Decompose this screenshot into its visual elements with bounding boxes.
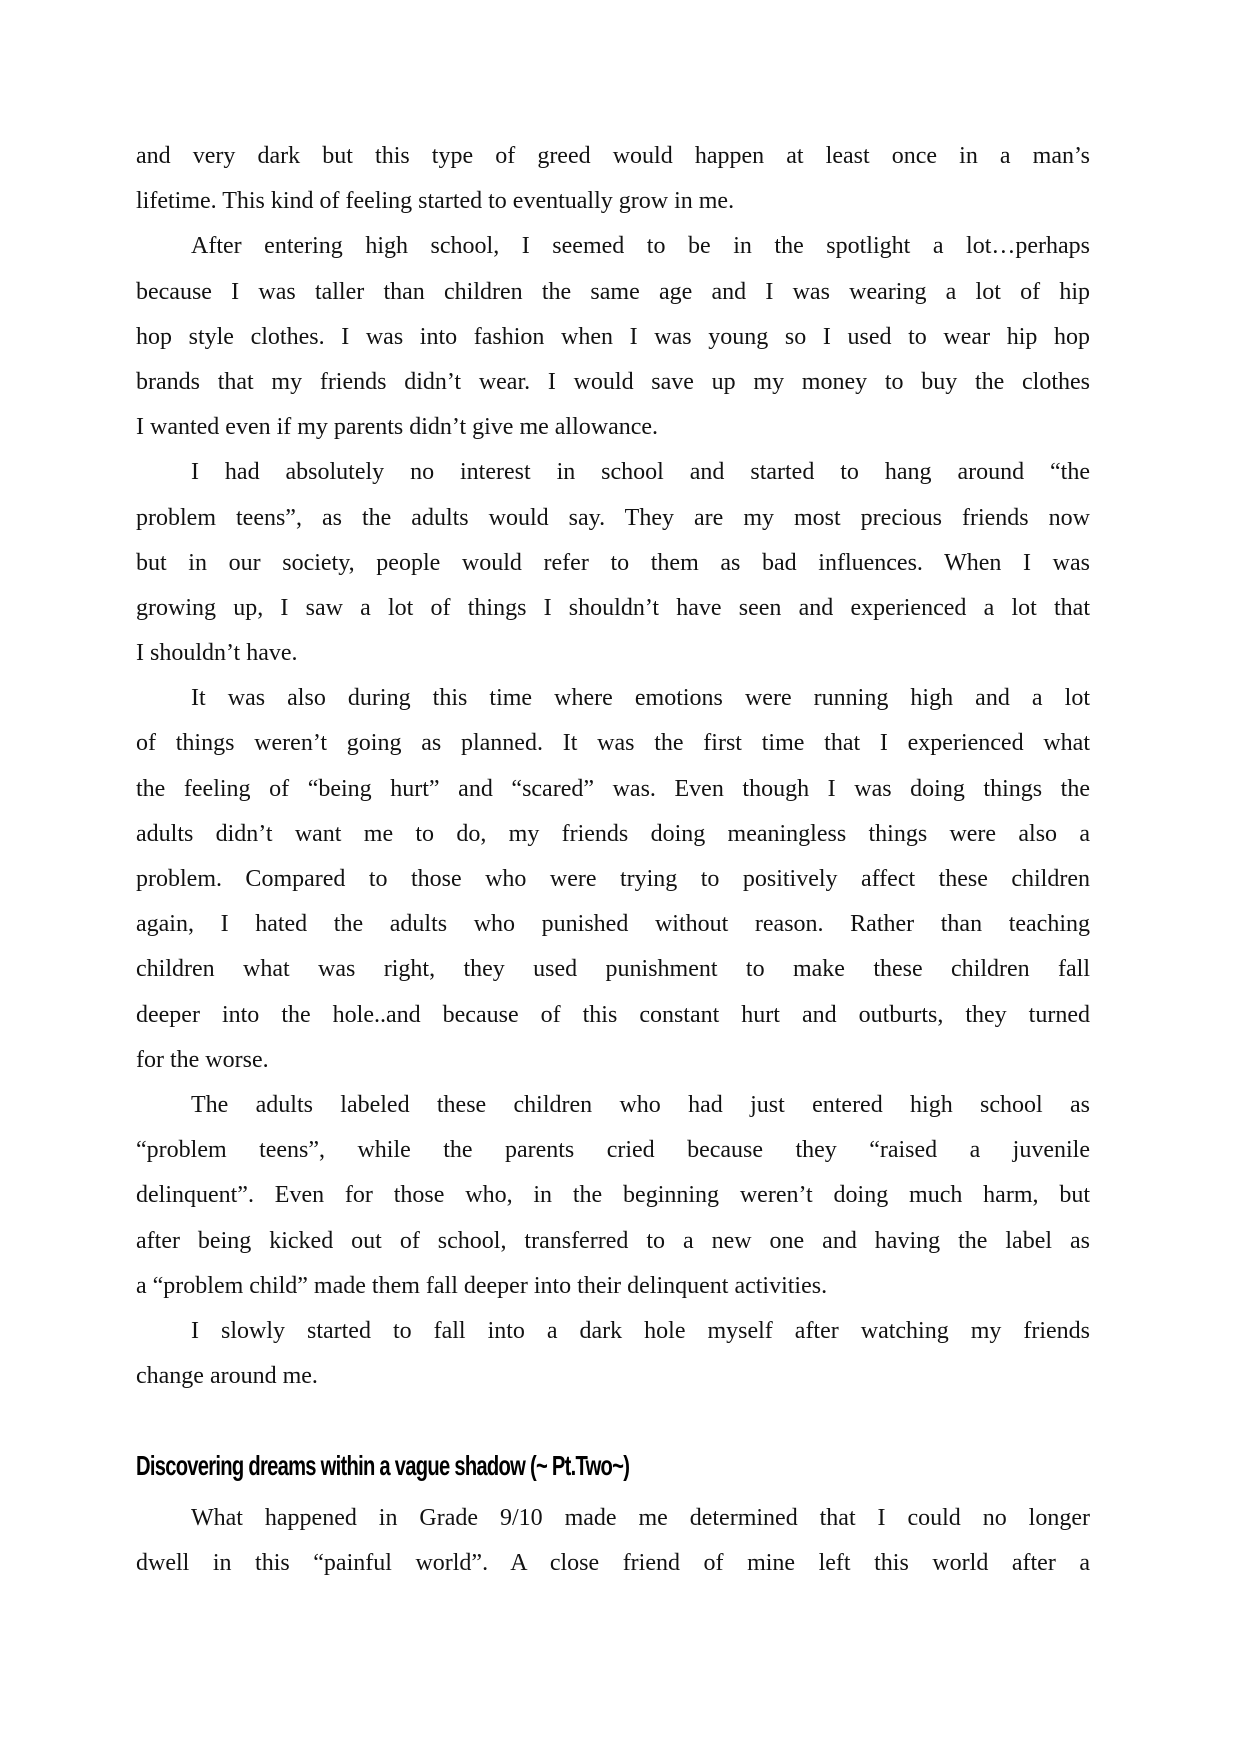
document-text-block: [136, 134, 1090, 1587]
text-line: brands that my friends didn’t wear. I would save up my money to buy the clothes: [136, 368, 1090, 395]
text-line: deeper into the hole..and because of this constant hurt and outburts, they turned: [136, 1001, 1090, 1028]
text-line: dwell in this “painful world”. A close friend of mine left this world after a: [136, 1550, 1090, 1577]
text-line: What happened in Grade 9/10 made me determined that I could no longer: [191, 1505, 1090, 1532]
text-line: After entering high school, I seemed to be in the spotlight a lot…perhaps: [191, 233, 1090, 260]
paragraphs-after-heading: [136, 1496, 1090, 1586]
text-line: again, I hated the adults who punished without reason. Rather than teaching: [136, 911, 1090, 938]
text-line: I shouldn’t have.: [136, 640, 298, 667]
text-line: The adults labeled these children who had just entered high school as: [191, 1091, 1090, 1118]
text-line: because I was taller than children the same age and I was wearing a lot of hip: [136, 278, 1090, 305]
paragraph: [136, 1309, 1090, 1399]
text-line: lifetime. This kind of feeling started to eventually grow in me.: [136, 188, 735, 215]
paragraph: [136, 676, 1090, 1083]
paragraph: [136, 134, 1090, 224]
paragraph: [136, 450, 1090, 676]
text-line: adults didn’t want me to do, my friends doing meaningless things were also a: [136, 820, 1090, 847]
text-line: hop style clothes. I was into fashion when I was young so I used to wear hip hop: [136, 323, 1090, 350]
text-line: for the worse.: [136, 1046, 269, 1073]
text-line: problem. Compared to those who were trying to positively affect these children: [136, 866, 1090, 892]
text-line: and very dark but this type of greed would happen at least once in a man’s: [136, 143, 1090, 169]
paragraph: [136, 1496, 1090, 1586]
text-line: of things weren’t going as planned. It was the first time that I experienced what: [136, 730, 1090, 757]
section-heading: Discovering dreams within a vague shadow (~ Pt.Two~): [136, 1450, 630, 1482]
text-line: It was also during this time where emotions were running high and a lot: [191, 685, 1090, 712]
text-line: the feeling of “being hurt” and “scared” was. Even though I was doing things the: [136, 775, 1090, 802]
paragraph: [136, 1083, 1090, 1309]
text-line: children what was right, they used punishment to make these children fall: [136, 956, 1090, 983]
text-line: I had absolutely no interest in school and started to hang around “the: [191, 459, 1090, 486]
text-line: “problem teens”, while the parents cried because they “raised a juvenile: [136, 1137, 1090, 1164]
text-line: after being kicked out of school, transferred to a new one and having the label as: [136, 1227, 1090, 1254]
text-line: I slowly started to fall into a dark hole myself after watching my friends: [191, 1317, 1090, 1344]
text-line: change around me.: [136, 1363, 318, 1390]
text-line: growing up, I saw a lot of things I shouldn’t have seen and experienced a lot that: [136, 594, 1090, 621]
text-line: problem teens”, as the adults would say. They are my most precious friends now: [136, 504, 1090, 531]
text-line: but in our society, people would refer to them as bad influences. When I was: [136, 549, 1090, 576]
paragraphs-before-heading: [136, 134, 1090, 1399]
text-line: delinquent”. Even for those who, in the beginning weren’t doing much harm, but: [136, 1182, 1090, 1209]
text-line: I wanted even if my parents didn’t give me allowance.: [136, 414, 659, 441]
paragraph: [136, 224, 1090, 450]
text-line: a “problem child” made them fall deeper into their delinquent activities.: [136, 1272, 828, 1299]
